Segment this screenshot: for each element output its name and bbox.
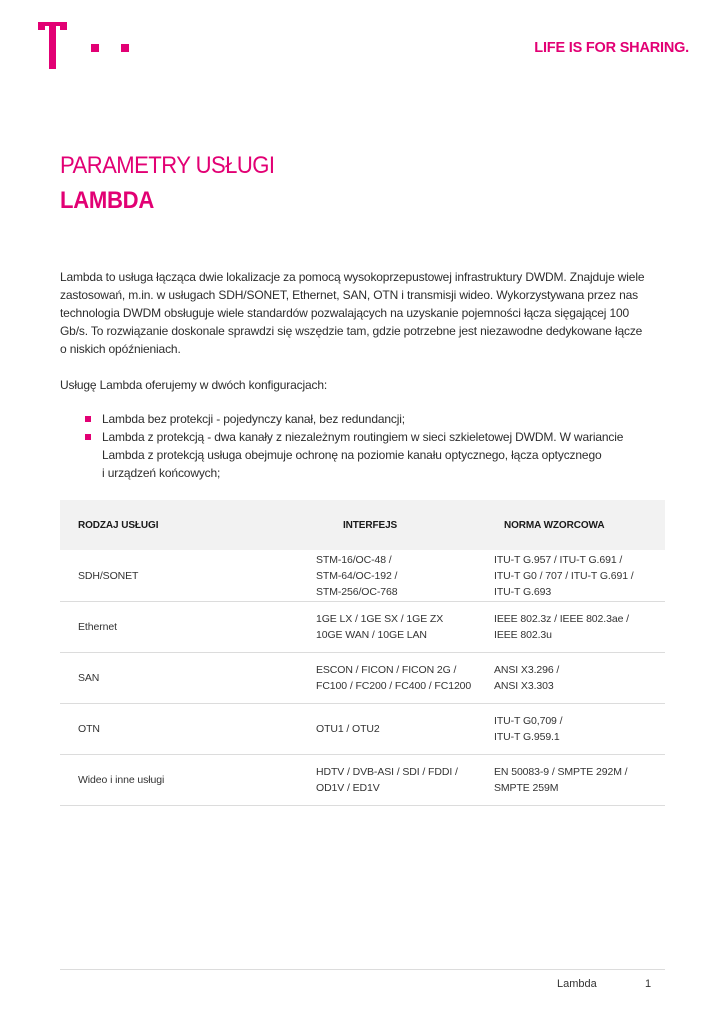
intro-line: o niskich opóźnieniach. (60, 342, 181, 356)
table-row (60, 602, 665, 653)
page-title: PARAMETRY USŁUGI (60, 152, 275, 179)
cell-line: ITU-T G.693 (494, 585, 552, 598)
table-row (60, 653, 665, 704)
page-number: 1 (645, 978, 652, 990)
table-row (60, 704, 665, 755)
standard-cell (494, 550, 665, 602)
table-row (60, 550, 665, 602)
intro-line: zastosowań, m.in. w usługach SDH/SONET, Ethernet, SAN, OTN i transmisji wideo. Wykorzystywana przez nas (60, 288, 638, 302)
cell-line: ESCON / FICON / FICON 2G / (316, 664, 457, 676)
cell-line: ANSI X3.296 / (494, 664, 560, 676)
service-cell: SDH/SONET (60, 550, 316, 602)
cell-line: ITU-T G.959.1 (494, 731, 560, 743)
cell-line: HDTV / DVB-ASI / SDI / FDDI / (316, 766, 458, 778)
cell-line: STM-256/OC-768 (316, 585, 398, 598)
cell-line: STM-64/OC-192 / (316, 569, 398, 582)
service-cell: Wideo i inne usługi (60, 755, 316, 806)
column-header-service: RODZAJ USŁUGI (60, 500, 316, 550)
cell-line: IEEE 802.3z / IEEE 802.3ae / (494, 613, 629, 625)
brand-tagline: LIFE IS FOR SHARING. (534, 40, 689, 56)
list-item-line: i urządzeń końcowych; (102, 466, 221, 480)
cell-line: OTU1 / OTU2 (316, 723, 380, 735)
intro-paragraph (60, 268, 670, 358)
list-item-line: Lambda z protekcją - dwa kanały z niezależnym routingiem w sieci szkieletowej DWDM. W wariancie (102, 430, 624, 444)
configurations-list (85, 410, 645, 482)
intro-line: technologia DWDM obsługuje wiele standardów pozwalających na uzyskanie pojemności łącza sięgającej 100 (60, 306, 630, 320)
footer-divider (60, 969, 665, 970)
standard-cell (494, 653, 665, 704)
cell-line: FC100 / FC200 / FC400 / FC1200 (316, 680, 472, 692)
service-cell: Ethernet (60, 602, 316, 653)
column-header-interface: INTERFEJS (316, 500, 494, 550)
cell-line: OD1V / ED1V (316, 782, 380, 794)
cell-line: IEEE 802.3u (494, 629, 552, 641)
standard-cell (494, 755, 665, 806)
configurations-intro: Usługę Lambda oferujemy w dwóch konfiguracjach: (60, 378, 328, 392)
cell-line: ITU-T G.957 / ITU-T G.691 / (494, 553, 623, 566)
interface-cell (316, 550, 494, 602)
service-parameters-table (60, 500, 665, 806)
page-subtitle: LAMBDA (60, 187, 155, 214)
bullet-square-icon (85, 434, 91, 440)
service-cell: SAN (60, 653, 316, 704)
table-header-row (60, 500, 665, 550)
standard-cell (494, 602, 665, 653)
cell-line: 1GE LX / 1GE SX / 1GE ZX (316, 613, 444, 625)
intro-line: Gb/s. To rozwiązanie doskonale sprawdzi się wszędzie tam, gdzie potrzebne jest niezawodne dedykowane łącze (60, 324, 643, 338)
interface-cell (316, 755, 494, 806)
standard-cell (494, 704, 665, 755)
bullet-square-icon (85, 416, 91, 422)
column-header-standard: NORMA WZORCOWA (494, 500, 665, 550)
list-item (85, 428, 645, 482)
cell-line: ITU-T G0,709 / (494, 715, 563, 727)
cell-line: EN 50083-9 / SMPTE 292M / (494, 766, 628, 778)
cell-line: SMPTE 259M (494, 782, 559, 794)
cell-line: ANSI X3.303 (494, 680, 554, 692)
cell-line: ITU-T G0 / 707 / ITU-T G.691 / (494, 569, 634, 582)
cell-line: 10GE WAN / 10GE LAN (316, 629, 427, 641)
footer-document-name: Lambda (557, 978, 597, 990)
interface-cell (316, 704, 494, 755)
interface-cell (316, 653, 494, 704)
cell-line: STM-16/OC-48 / (316, 553, 392, 566)
list-item-line: Lambda bez protekcji - pojedynczy kanał, bez redundancji; (102, 412, 405, 426)
intro-line: Lambda to usługa łącząca dwie lokalizacje za pomocą wysokoprzepustowej infrastruktury DWDM. Znajduje wiele (60, 270, 645, 284)
interface-cell (316, 602, 494, 653)
list-item (85, 410, 645, 428)
service-cell: OTN (60, 704, 316, 755)
telekom-t-logo-icon (38, 22, 138, 72)
list-item-line: Lambda z protekcją usługa obejmuje ochronę na poziomie kanału optycznego, łącza optycznego (102, 448, 602, 462)
table-row (60, 755, 665, 806)
